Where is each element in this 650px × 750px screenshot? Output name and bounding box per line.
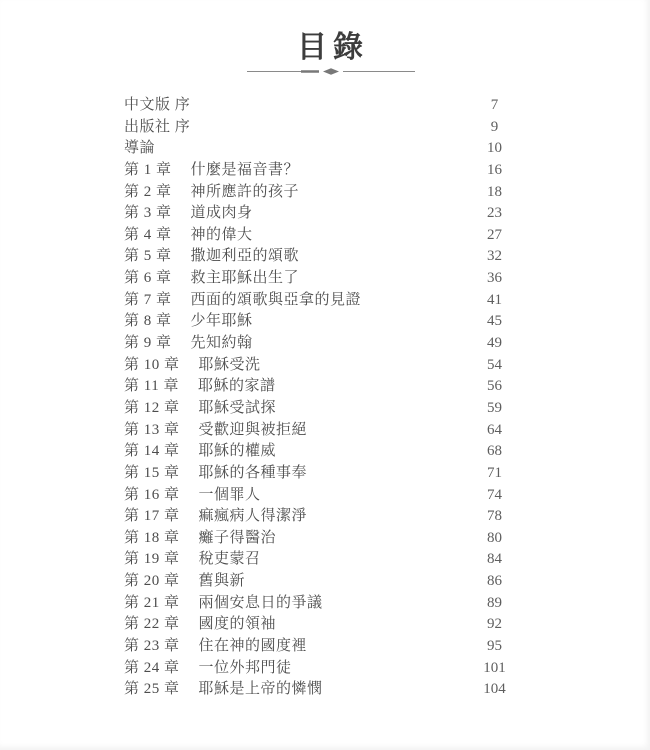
- entry-label: 第 6 章: [124, 270, 172, 287]
- toc-row: [0, 593, 650, 615]
- entry-label: 第 24 章: [124, 659, 180, 676]
- page-header: [0, 0, 650, 64]
- entry-title: 一位外邦門徒: [198, 659, 292, 676]
- toc-row: [0, 549, 650, 571]
- entry-label: 第 22 章: [124, 616, 180, 633]
- entry-page-number: 27: [487, 226, 502, 243]
- entry-page-number: 86: [487, 573, 502, 590]
- entry-page-number: 74: [487, 486, 502, 503]
- toc-row: [0, 658, 650, 680]
- toc-row: [0, 441, 650, 463]
- entry-title: 舊與新: [198, 573, 246, 590]
- entry-page-number: 54: [487, 356, 502, 373]
- toc-row: [0, 138, 650, 160]
- entry-label: 第 23 章: [124, 638, 180, 655]
- entry-page-number: 92: [487, 616, 502, 633]
- entry-label: 第 19 章: [124, 551, 180, 568]
- entry-title: 救主耶穌出生了: [190, 270, 300, 287]
- page-title: 目錄: [297, 31, 369, 64]
- entry-page-number: 84: [487, 551, 502, 568]
- entry-page-number: 95: [487, 638, 502, 655]
- entry-label: 第 2 章: [124, 183, 172, 200]
- entry-title: 癱子得醫治: [198, 529, 277, 546]
- entry-title: 耶穌的家譜: [197, 378, 276, 395]
- entry-label: 第 4 章: [124, 226, 172, 243]
- entry-label: 第 9 章: [124, 335, 172, 352]
- entry-title: 神的偉大: [190, 226, 253, 243]
- toc-row: [0, 528, 650, 550]
- entry-title: 道成肉身: [190, 205, 253, 222]
- entry-label: 第 13 章: [124, 421, 180, 438]
- entry-page-number: 68: [487, 443, 502, 460]
- entry-label: 第 20 章: [124, 573, 180, 590]
- entry-label: 第 10 章: [124, 356, 180, 373]
- entry-page-number: 45: [487, 313, 502, 330]
- toc-row: [0, 636, 650, 658]
- toc-row: [0, 355, 650, 377]
- entry-page-number: 16: [487, 161, 502, 178]
- entry-title: 什麼是福音書？: [190, 161, 300, 178]
- entry-title: 少年耶穌: [190, 313, 253, 330]
- entry-page-number: 23: [487, 205, 502, 222]
- diamond-icon: [323, 68, 339, 75]
- entry-label: 第 14 章: [124, 443, 180, 460]
- entry-title: 痲瘋病人得潔淨: [198, 508, 308, 525]
- entry-title: 神所應許的孩子: [190, 183, 300, 200]
- entry-label: 第 12 章: [124, 399, 180, 416]
- entry-title: 西面的頌歌與亞拿的見證: [190, 291, 362, 308]
- toc-row: [0, 182, 650, 204]
- entry-title: 先知約翰: [190, 335, 253, 352]
- entry-label: 第 8 章: [124, 313, 172, 330]
- toc-row: [0, 506, 650, 528]
- entry-page-number: 41: [487, 291, 502, 308]
- entry-page-number: 64: [487, 421, 502, 438]
- entry-page-number: 59: [487, 399, 502, 416]
- entry-label: 第 1 章: [124, 161, 172, 178]
- toc-row: [0, 246, 650, 268]
- toc-row: [0, 485, 650, 507]
- entry-label: 第 3 章: [124, 205, 172, 222]
- entry-title: 兩個安息日的爭議: [198, 594, 323, 611]
- entry-page-number: 80: [487, 529, 502, 546]
- toc-row: [0, 463, 650, 485]
- entry-page-number: 10: [487, 140, 502, 157]
- entry-label: 第 25 章: [124, 681, 180, 698]
- entry-label: 導論: [124, 140, 156, 157]
- entry-title: 耶穌是上帝的憐憫: [198, 681, 323, 698]
- entry-label: 第 5 章: [124, 248, 172, 265]
- toc-row: [0, 614, 650, 636]
- entry-title: 國度的領袖: [198, 616, 277, 633]
- entry-title: 稅吏蒙召: [198, 551, 261, 568]
- toc-row: [0, 160, 650, 182]
- entry-page-number: 9: [490, 118, 499, 135]
- entry-label: 第 7 章: [124, 291, 172, 308]
- entry-label: 第 11 章: [124, 378, 179, 395]
- toc-list: [0, 95, 650, 701]
- entry-label: 出版社 序: [124, 118, 191, 135]
- entry-page-number: 104: [483, 681, 506, 698]
- entry-page-number: 18: [487, 183, 502, 200]
- entry-title: 耶穌的權威: [198, 443, 277, 460]
- entry-page-number: 36: [487, 270, 502, 287]
- entry-title: 耶穌受洗: [198, 356, 261, 373]
- entry-page-number: 101: [483, 659, 506, 676]
- entry-label: 第 21 章: [124, 594, 180, 611]
- toc-row: [0, 117, 650, 139]
- ornament-divider: [245, 65, 417, 78]
- entry-page-number: 49: [487, 335, 502, 352]
- entry-title: 耶穌受試探: [198, 399, 277, 416]
- toc-row: [0, 268, 650, 290]
- toc-row: [0, 679, 650, 701]
- entry-title: 一個罪人: [198, 486, 261, 503]
- entry-page-number: 7: [490, 97, 499, 113]
- entry-page-number: 71: [487, 464, 502, 481]
- entry-label: 第 15 章: [124, 464, 180, 481]
- toc-row: [0, 571, 650, 593]
- toc-row: [0, 95, 650, 117]
- toc-row: [0, 398, 650, 420]
- entry-page-number: 56: [487, 378, 502, 395]
- toc-row: [0, 203, 650, 225]
- entry-label: 第 18 章: [124, 529, 180, 546]
- entry-title: 耶穌的各種事奉: [198, 464, 308, 481]
- entry-page-number: 89: [487, 594, 502, 611]
- entry-page-number: 32: [487, 248, 502, 265]
- entry-label: 中文版 序: [124, 97, 191, 113]
- toc-row: [0, 376, 650, 398]
- toc-row: [0, 333, 650, 355]
- entry-title: 撒迦利亞的頌歌: [190, 248, 300, 265]
- toc-row: [0, 225, 650, 247]
- toc-row: [0, 311, 650, 333]
- toc-row: [0, 290, 650, 312]
- entry-label: 第 16 章: [124, 486, 180, 503]
- toc-row: [0, 420, 650, 442]
- entry-page-number: 78: [487, 508, 502, 525]
- entry-title: 受歡迎與被拒絕: [198, 421, 308, 438]
- entry-title: 住在神的國度裡: [198, 638, 308, 655]
- entry-label: 第 17 章: [124, 508, 180, 525]
